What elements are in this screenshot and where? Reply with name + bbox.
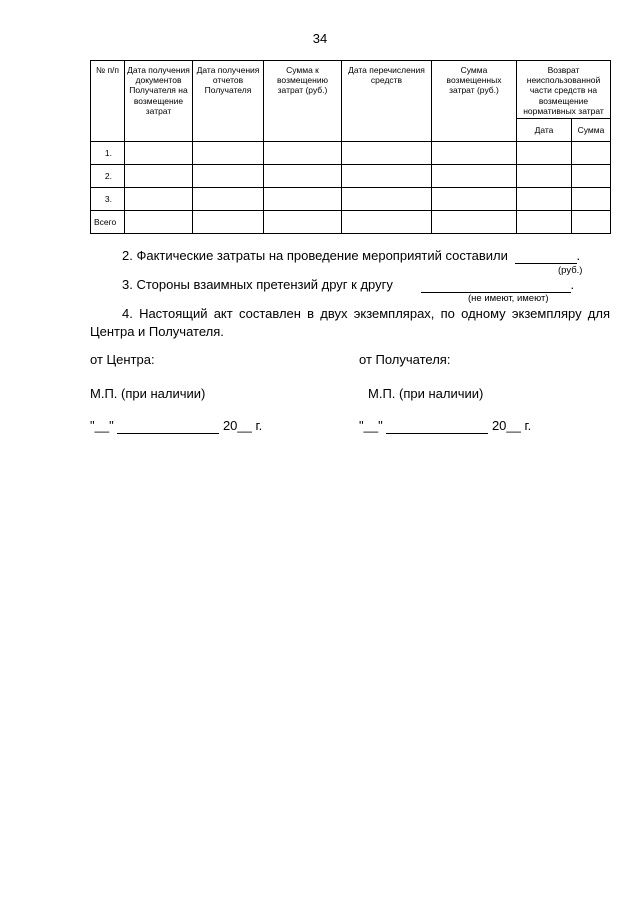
table-cell: [572, 141, 611, 164]
table-cell: [342, 141, 432, 164]
table-cell: [432, 187, 517, 210]
center-date-close: 20__ г.: [222, 418, 263, 433]
row-total-label: Всего: [91, 210, 125, 233]
table-cell: [264, 210, 342, 233]
header-number: № п/п: [91, 61, 125, 142]
subheader-date: Дата: [517, 118, 572, 141]
table-cell: [517, 141, 572, 164]
item-3-text: 3. Стороны взаимных претензий друг к другу: [122, 277, 393, 292]
header-transfer-date: Дата перечисления средств: [342, 61, 432, 142]
table-cell: [342, 210, 432, 233]
item-3-note: (не имеют, имеют): [468, 293, 549, 304]
table-cell: [572, 164, 611, 187]
table-cell: [193, 187, 264, 210]
item-2-line: [122, 248, 580, 264]
table-cell: [193, 210, 264, 233]
table-cell: [432, 164, 517, 187]
table-row-total: [91, 210, 611, 233]
center-stamp-label: М.П. (при наличии): [90, 386, 206, 401]
from-recipient-label: от Получателя:: [359, 352, 451, 367]
table-cell: [572, 210, 611, 233]
center-date-line: [90, 418, 262, 434]
recipient-date-field[interactable]: [386, 418, 488, 434]
item-3-line: [122, 277, 574, 293]
table-cell: [125, 187, 193, 210]
header-reports-date: Дата получения отчетов Получателя: [193, 61, 264, 142]
table-cell: [432, 141, 517, 164]
table-cell: [125, 141, 193, 164]
table-row: [91, 141, 611, 164]
header-reimbursed-amount: Сумма возмещенных затрат (руб.): [432, 61, 517, 142]
table-cell: [432, 210, 517, 233]
table-cell: [264, 164, 342, 187]
row-number: 1.: [91, 141, 125, 164]
subheader-amount: Сумма: [572, 118, 611, 141]
row-number: 2.: [91, 164, 125, 187]
expenses-table: [90, 60, 611, 234]
table-row: [91, 164, 611, 187]
table-cell: [125, 164, 193, 187]
recipient-date-line: [359, 418, 531, 434]
header-docs-date: Дата получения документов Получателя на возмещение затрат: [125, 61, 193, 142]
table-cell: [342, 164, 432, 187]
table-cell: [264, 141, 342, 164]
item-4-paragraph: 4. Настоящий акт составлен в двух экземплярах, по одному экземпляру для Центра и Получателя.: [90, 306, 610, 339]
header-refund: Возврат неиспользованной части средств на возмещение нормативных затрат: [517, 61, 611, 119]
table-cell: [125, 210, 193, 233]
header-amount-to-reimburse: Сумма к возмещению затрат (руб.): [264, 61, 342, 142]
recipient-date-close: 20__ г.: [491, 418, 532, 433]
page-number: 34: [312, 31, 328, 46]
row-number: 3.: [91, 187, 125, 210]
item-2-text: 2. Фактические затраты на проведение мероприятий составили: [122, 248, 508, 263]
table-cell: [264, 187, 342, 210]
center-date-open: "__": [90, 418, 114, 433]
item-3-end: .: [570, 277, 575, 292]
table-cell: [517, 164, 572, 187]
recipient-stamp-label: М.П. (при наличии): [368, 386, 484, 401]
table-cell: [517, 187, 572, 210]
center-date-field[interactable]: [117, 418, 219, 434]
table-cell: [517, 210, 572, 233]
item-2-note: (руб.): [558, 265, 583, 276]
claims-field[interactable]: [421, 277, 571, 293]
item-2-end: .: [576, 248, 581, 263]
from-center-label: от Центра:: [90, 352, 155, 367]
recipient-date-open: "__": [359, 418, 383, 433]
table-header-row: [91, 61, 611, 119]
table-cell: [193, 141, 264, 164]
table-cell: [342, 187, 432, 210]
table-cell: [572, 187, 611, 210]
expenses-amount-field[interactable]: [515, 248, 577, 264]
table-row: [91, 187, 611, 210]
table-cell: [193, 164, 264, 187]
